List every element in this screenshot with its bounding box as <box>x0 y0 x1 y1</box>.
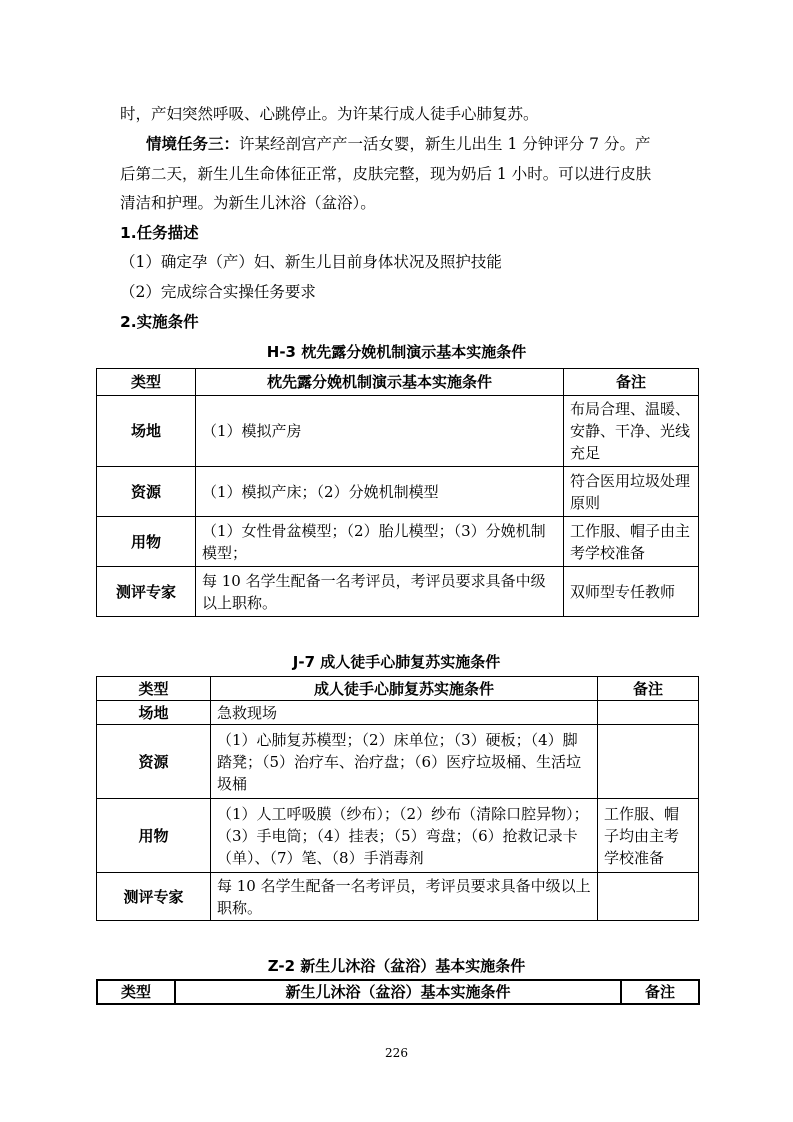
row-note: 布局合理、温暖、安静、干净、光线充足 <box>564 396 699 467</box>
task3-line-1 <box>146 134 650 154</box>
intro-line-1: 时，产妇突然呼吸、心跳停止。为许某行成人徒手心肺复苏。 <box>120 105 539 123</box>
section-2-heading: 2.实施条件 <box>120 313 199 331</box>
row-type: 场地 <box>97 396 196 467</box>
row-type: 资源 <box>97 725 211 799</box>
row-type: 测评专家 <box>97 567 196 617</box>
row-note: 工作服、帽子由主考学校准备 <box>564 517 699 567</box>
page-number: 226 <box>385 1046 408 1060</box>
row-content: （1）心肺复苏模型；（2）床单位；（3）硬板；（4）脚踏凳；（5）治疗车、治疗盘；（6）医疗垃圾桶、生活垃圾桶 <box>211 725 598 799</box>
table-z2-header-type: 类型 <box>97 980 175 1004</box>
task-item-2: （2）完成综合实操任务要求 <box>120 283 316 301</box>
table-row <box>97 517 699 567</box>
table-j7-header-type: 类型 <box>97 677 211 701</box>
table-h3 <box>96 368 699 617</box>
section-1-heading: 1.任务描述 <box>120 224 199 242</box>
table-row <box>97 873 699 921</box>
table-h3-header-note: 备注 <box>564 369 699 396</box>
table-row <box>97 799 699 873</box>
table-z2-header-note: 备注 <box>621 980 699 1004</box>
task3-line-3: 清洁和护理。为新生儿沐浴（盆浴）。 <box>120 194 376 212</box>
row-note: 符合医用垃圾处理原则 <box>564 467 699 517</box>
row-note <box>598 873 699 921</box>
row-content: 每 10 名学生配备一名考评员，考评员要求具备中级以上职称。 <box>211 873 598 921</box>
row-type: 用物 <box>97 517 196 567</box>
table-j7-header-content: 成人徒手心肺复苏实施条件 <box>211 677 598 701</box>
row-type: 资源 <box>97 467 196 517</box>
task3-line-2: 后第二天，新生儿生命体征正常，皮肤完整，现为奶后 1 小时。可以进行皮肤 <box>120 165 652 183</box>
task3-text-1: 许某经剖宫产产一活女婴，新生儿出生 1 分钟评分 7 分。产 <box>239 135 651 153</box>
row-type: 用物 <box>97 799 211 873</box>
table-row <box>97 567 699 617</box>
table-row <box>97 725 699 799</box>
table-z2-caption: Z-2 新生儿沐浴（盆浴）基本实施条件 <box>267 957 526 975</box>
row-content: 每 10 名学生配备一名考评员，考评员要求具备中级以上职称。 <box>196 567 564 617</box>
row-note <box>598 725 699 799</box>
table-h3-caption: H-3 枕先露分娩机制演示基本实施条件 <box>266 343 527 361</box>
task-item-1: （1）确定孕（产）妇、新生儿目前身体状况及照护技能 <box>120 253 502 271</box>
table-j7-header-note: 备注 <box>598 677 699 701</box>
row-content: 急救现场 <box>211 701 598 725</box>
row-type: 测评专家 <box>97 873 211 921</box>
table-h3-header-type: 类型 <box>97 369 196 396</box>
table-z2 <box>96 979 700 1005</box>
table-z2-header-content: 新生儿沐浴（盆浴）基本实施条件 <box>175 980 621 1004</box>
row-content: （1）模拟产床；（2）分娩机制模型 <box>196 467 564 517</box>
row-content: （1）人工呼吸膜（纱布）；（2）纱布（清除口腔异物）；（3）手电筒；（4）挂表；（5）弯盘；（6）抢救记录卡（单）、（7）笔、（8）手消毒剂 <box>211 799 598 873</box>
table-row <box>97 701 699 725</box>
row-note <box>598 701 699 725</box>
table-j7 <box>96 676 699 921</box>
table-j7-caption: J-7 成人徒手心肺复苏实施条件 <box>292 653 501 671</box>
row-type: 场地 <box>97 701 211 725</box>
row-note: 双师型专任教师 <box>564 567 699 617</box>
row-note: 工作服、帽子均由主考学校准备 <box>598 799 699 873</box>
row-content: （1）女性骨盆模型；（2）胎儿模型；（3）分娩机制模型； <box>196 517 564 567</box>
table-row <box>97 396 699 467</box>
row-content: （1）模拟产房 <box>196 396 564 467</box>
table-h3-header-content: 枕先露分娩机制演示基本实施条件 <box>196 369 564 396</box>
task3-label: 情境任务三： <box>146 135 240 153</box>
table-row <box>97 467 699 517</box>
